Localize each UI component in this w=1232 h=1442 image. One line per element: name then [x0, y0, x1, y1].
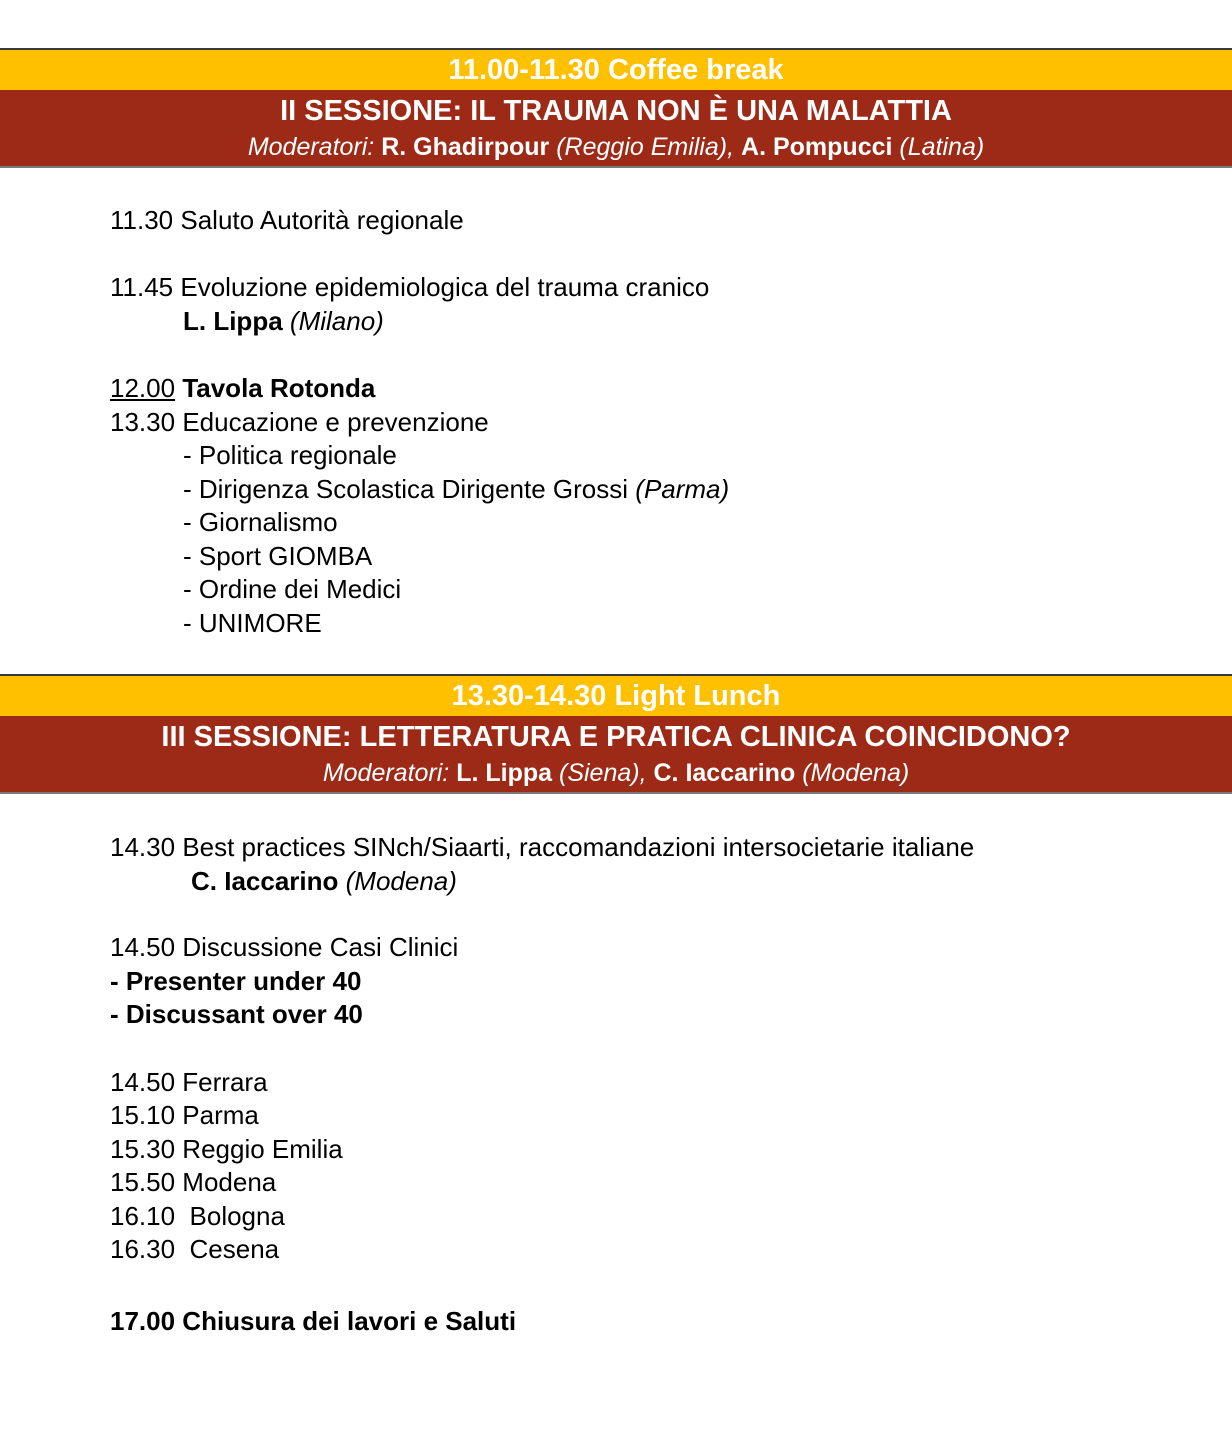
list-item: - UNIMORE [183, 608, 322, 638]
moderators-label: Moderatori: [247, 133, 375, 161]
agenda-item: 11.30 Saluto Autorità regionale [110, 205, 464, 235]
list-item: - Giornalismo [183, 507, 338, 537]
speaker: C. Iaccarino (Modena) [191, 866, 457, 896]
list-item: - Dirigenza Scolastica Dirigente Grossi (Parma) [183, 474, 730, 504]
session-2-moderators [0, 132, 1232, 162]
agenda-item: 13.30 Educazione e prevenzione [110, 407, 489, 437]
moderator-1-name: L. Lippa [456, 759, 553, 787]
session-2-title: II SESSIONE: IL TRAUMA NON È UNA MALATTIA [280, 95, 952, 127]
schedule-item: 15.10 Parma [110, 1100, 259, 1130]
session-3-title: III SESSIONE: LETTERATURA E PRATICA CLINICA COINCIDONO? [161, 721, 1071, 753]
schedule-item: 14.50 Ferrara [110, 1067, 268, 1097]
coffee-break-banner [0, 48, 1232, 90]
moderators-label: Moderatori: [322, 759, 450, 787]
lunch-text: 13.30-14.30 Light Lunch [451, 680, 781, 712]
coffee-break-text: 11.00-11.30 Coffee break [448, 54, 784, 86]
schedule-item: 15.30 Reggio Emilia [110, 1134, 343, 1164]
moderator-2-name: A. Pompucci [741, 133, 893, 161]
agenda-item: 12.00 Tavola Rotonda [110, 373, 376, 403]
agenda-item: 14.30 Best practices SINch/Siaarti, raccomandazioni intersocietarie italiane [110, 832, 975, 862]
agenda-item: 11.45 Evoluzione epidemiologica del trauma cranico [110, 272, 710, 302]
closing-item: 17.00 Chiusura dei lavori e Saluti [110, 1306, 517, 1336]
session-3-header [0, 716, 1232, 794]
list-item: - Discussant over 40 [110, 999, 363, 1029]
moderator-1-city: (Reggio Emilia), [556, 133, 735, 161]
moderator-1-name: R. Ghadirpour [381, 133, 550, 161]
list-item: - Presenter under 40 [110, 966, 362, 996]
moderator-2-city: (Modena) [802, 759, 910, 787]
agenda-item: 14.50 Discussione Casi Clinici [110, 932, 459, 962]
moderator-1-city: (Siena), [559, 759, 647, 787]
lunch-banner [0, 674, 1232, 716]
moderator-2-name: C. Iaccarino [653, 759, 796, 787]
session-3-moderators [0, 758, 1232, 788]
session-2-header [0, 90, 1232, 168]
list-item: - Politica regionale [183, 440, 397, 470]
list-item: - Sport GIOMBA [183, 541, 373, 571]
list-item: - Ordine dei Medici [183, 574, 402, 604]
schedule-item: 16.30 Cesena [110, 1234, 280, 1264]
moderator-2-city: (Latina) [899, 133, 985, 161]
schedule-item: 16.10 Bologna [110, 1201, 285, 1231]
speaker: L. Lippa (Milano) [183, 306, 384, 336]
schedule-item: 15.50 Modena [110, 1167, 277, 1197]
